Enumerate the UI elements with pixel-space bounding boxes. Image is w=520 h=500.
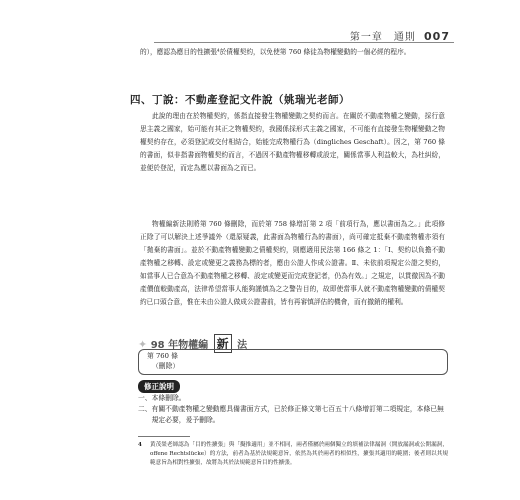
footnote-text: 黃茂榮老師認為「目的性擴張」與「擬推適用」並不相同，兩者僅屬於兩個獨立的填補法律漏洞（開放漏洞或公開漏洞，offene Rechtslücke）的方法，前者為基於法規範意旨，依然為其於兩者的相似性，擴張其適用的範圍；後者則以其規範意旨為相對性擴張，故將為其於法規範意旨目的性擴張。: [150, 442, 448, 466]
article-title: 第 760 條: [147, 352, 178, 360]
section-heading: 四、丁說：不動產登記文件說（姚瑞光老師）: [130, 94, 350, 106]
footnote-rule: [138, 436, 190, 437]
star-icon: ✦: [138, 338, 148, 351]
list-item: [138, 393, 448, 404]
chapter-title: 第一章 通則: [349, 32, 416, 43]
running-header: [350, 28, 450, 43]
intro-paragraph: 的），應認為應目的性擴張⁴於債權契約，以免使第 760 條徒為物權變動的一個必經的程序。: [140, 48, 411, 56]
header-rule: [154, 42, 454, 43]
list-item-number: 一、: [138, 394, 152, 402]
amendment-reason-list: [138, 393, 448, 426]
list-item-number: 二、: [138, 405, 152, 413]
banner-new-mark: 新: [214, 334, 232, 353]
banner-suffix: 法: [237, 340, 248, 351]
list-item: [138, 404, 448, 426]
list-item-text: 有關不動產物權之變動應具備書面方式，已於修正條文第七百五十八條增訂第二項規定，本條已無規定必要，爰予刪除。: [151, 405, 444, 424]
article-body: （刪除）: [152, 362, 180, 370]
page-number: 007: [424, 30, 450, 43]
footnote: [138, 441, 448, 468]
amendment-reason-badge: 修正說明: [138, 380, 180, 393]
law-article-box: [138, 349, 448, 375]
body-paragraph-2: 物權編新法則將第 760 條刪除，而於第 758 條增訂第 2 項「前項行為，應以書面為之。」此項修正除了可以解決上述爭議外（還原疑義，此書面為物權行為的書面），尚可確定抵棄不動產物權亦須有「拋棄的書面」。並於不動產物權變動之債權契約，則應適用民法第 166 條之 1：「Ⅰ、契約以負擔不動產物權之移轉、設定或變更之義務為標的者，應由公證人作成公證書。Ⅱ、未依前項規定公證之契約，如當事人已合意為不動產物權之移轉、設定或變更而完成登記者，仍為有效。」之規定，以貫徹因為不動產價值較動產高，法律希望當事人能夠謹慎為之之警告目的，故即使當事人就不動產物權變動的債權契約已口頭合意，惟在未由公證人做成公證書前，皆有再審慎評估的機會，而有撤銷的權利。: [140, 220, 445, 306]
footnote-mark: 4: [138, 442, 142, 448]
body-paragraph-1: 此說的理由在於物權契約，係指直接發生物權變動之契約而言。在關於不動產物權之變動，採行意思主義之國家，始可能有其正之物權契約，我國係採形式主義之國家，不可能有直接發生物權變動之物權契約存在，必須登記或交付相結合，始能完成物權行為（dingliches Geschaft）。因之，第 760 條的書面，似非指書面物權契約而言，不過因不動產物權移轉或設定，關係當事人利益較大，為杜糾紛，並便於登記，而定為應以書面為之而已。: [140, 112, 445, 172]
banner-prefix: 98 年物權編: [150, 340, 209, 351]
list-item-text: 本條刪除。: [151, 394, 186, 402]
